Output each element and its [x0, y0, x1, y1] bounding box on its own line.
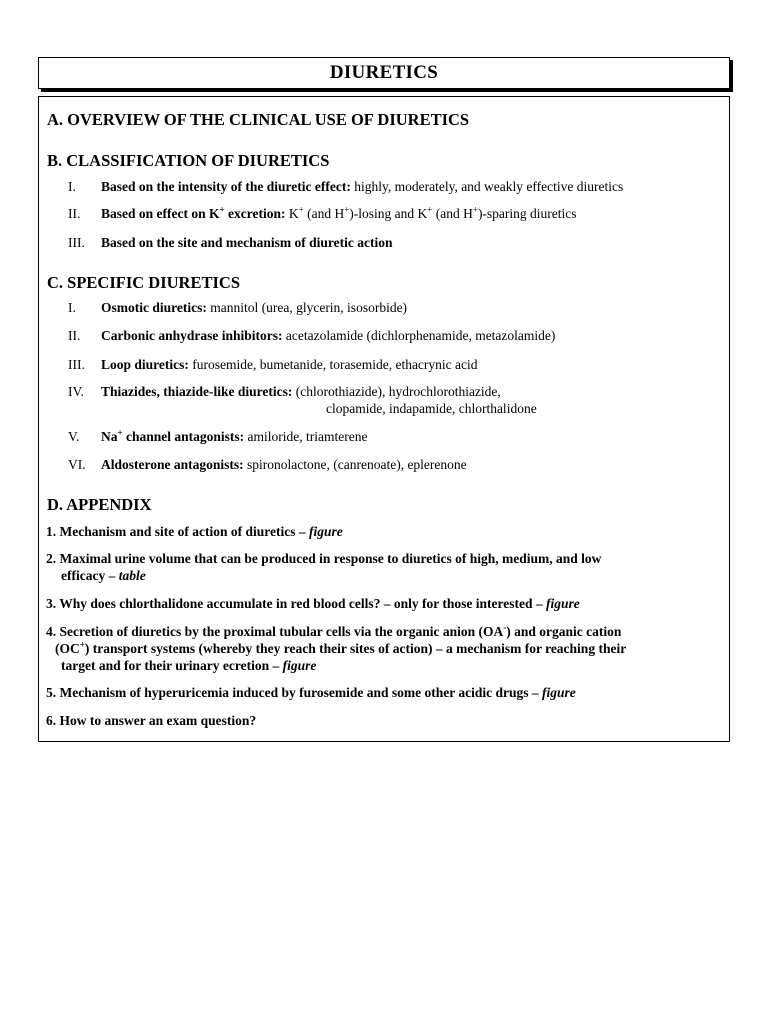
section-d-heading: D. APPENDIX	[47, 495, 152, 514]
appendix-item: 4. Secretion of diuretics by the proximal tubular cells via the organic anion (OA-) and organic cation (OC+) transport systems (whereby they reach their sites of action) – a mechanism for reaching their target and for their urinary ecretion – figure	[46, 622, 627, 673]
appendix-item: 2. Maximal urine volume that can be produced in response to diuretics of high, medium, and low efficacy – table	[46, 551, 602, 583]
content-box: A. OVERVIEW OF THE CLINICAL USE OF DIURETICS B. CLASSIFICATION OF DIURETICS I. Based on the intensity of the diuretic effect: highly, moderately, and weakly effective diuretics II. Based on effect on K+ excretion: K+ (and H+)-losing and K+ (and H+)-sparing diuretics III. Based on the site and mechanism of diuretic action C. SPECIFIC DIURETICS I. Osmotic diuretics: mannitol (urea, glycerin, isosorbide) II. Carbonic anhydrase inhibitors: acetazolamide (dichlorphenamide, metazolamide) III. Loop diuretics: furosemide, bumetanide, torasemide, ethacrynic acid IV. Thiazides, thiazide-like diuretics: (chlorothiazide), hydrochlorothiazide, clopamide, indapamide, chlorthalidone V. Na+ channel antagonists: amiloride, triamterene VI. Aldosterone antagonists: spironolactone, (canrenoate), eplerenone D. APPENDIX 1. Mechanism and site of action of diuretics – figure 2. Maximal urine volume that can be produced in response to diuretics of high, medium, and low efficacy – table 3. Why does chlorthalidone accumulate in red blood cells? – only for those interested – figure 4. Secretion of diuretics by the proximal tubular cells via the organic anion (OA-) and organic cation (OC+) transport systems (whereby they reach their sites of action) – a mechanism for reaching their target and for their urinary ecretion – figure 5. Mechanism of hyperuricemia induced by furosemide and some other acidic drugs – figure 6. How to answer an exam question?	[38, 96, 730, 742]
section-b-heading: B. CLASSIFICATION OF DIURETICS	[47, 151, 330, 170]
appendix-item: 3. Why does chlorthalidone accumulate in red blood cells? – only for those interested – figure	[46, 596, 580, 611]
page-title: DIURETICS	[38, 57, 730, 89]
section-c-heading: C. SPECIFIC DIURETICS	[47, 273, 240, 292]
section-a-heading: A. OVERVIEW OF THE CLINICAL USE OF DIURETICS	[47, 110, 470, 129]
appendix-item: 1. Mechanism and site of action of diuretics – figure	[46, 524, 343, 539]
appendix-item: 5. Mechanism of hyperuricemia induced by furosemide and some other acidic drugs – figure	[46, 685, 576, 700]
appendix-item: 6. How to answer an exam question?	[46, 713, 257, 728]
